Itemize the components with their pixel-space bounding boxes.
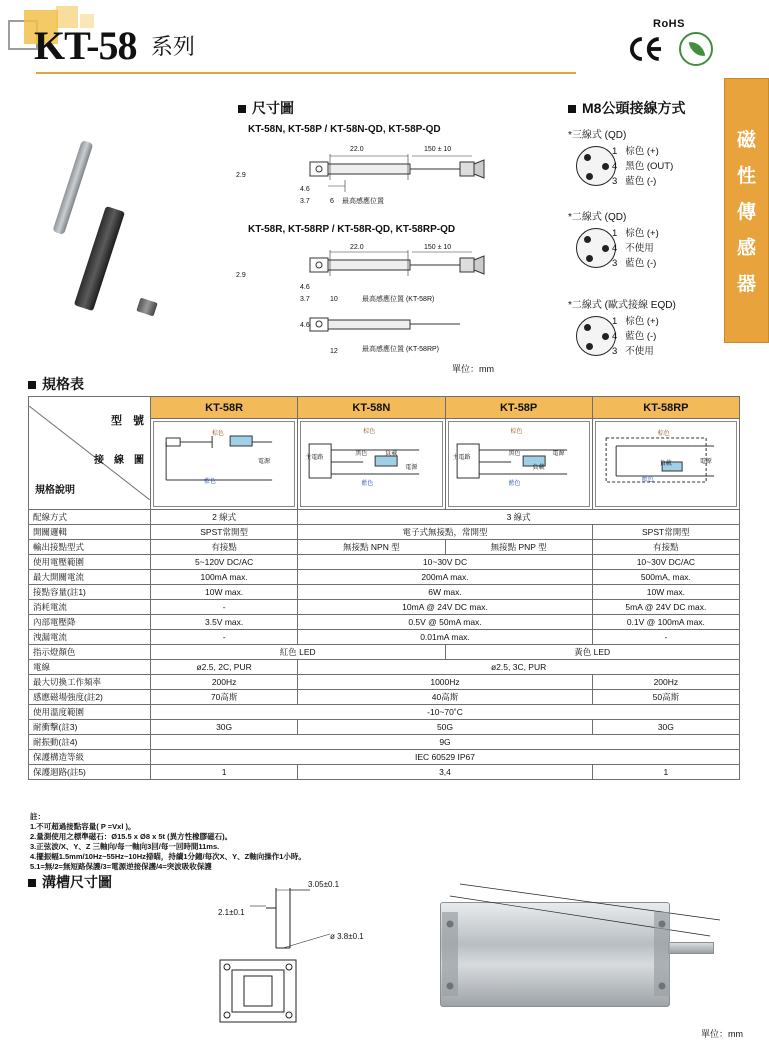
cell-12-3: 50高斯: [592, 690, 739, 705]
wire-label-blue-rp: 藍色: [641, 477, 654, 483]
row-label-14: 耐衝擊(註3): [29, 720, 151, 735]
notes-block: [30, 812, 306, 872]
cell-4-3: 500mA, max.: [592, 570, 739, 585]
cell-11-3: 200Hz: [592, 675, 739, 690]
cell-1-1: 電子式無接點，常開型: [298, 525, 593, 540]
dimension-sub-heading-2: KT-58R, KT-58RP / KT-58R-QD, KT-58RP-QD: [248, 224, 456, 235]
dim-3-7: 3.7: [300, 198, 310, 205]
cell-15-0: 9G: [151, 735, 740, 750]
wiring-diagram-kt58n: [298, 419, 445, 510]
wire-label-main-p: 主電路: [452, 455, 471, 461]
cell-6-1: 10mA @ 24V DC max.: [298, 600, 593, 615]
wiring-heading: M8公頭接線方式: [568, 98, 685, 118]
cell-12-0: 70高斯: [151, 690, 298, 705]
row-label-16: 保護構造等級: [29, 750, 151, 765]
dim2-22-0: 22.0: [350, 244, 364, 251]
connector-circle-icon: [576, 146, 616, 186]
note-max-sense-2: 最高感應位置 (KT-58R): [362, 296, 435, 303]
wire-label-blue-n: 藍色: [361, 481, 374, 487]
cell-2-2: 無接點 PNP 型: [445, 540, 592, 555]
green-leaf-icon: [679, 32, 713, 66]
table-corner-header: [29, 397, 151, 510]
cell-17-3: 1: [592, 765, 739, 780]
cell-5-1: 6W max.: [298, 585, 593, 600]
side-tab-char-0: 磁: [736, 130, 756, 151]
title-sub: 系列: [150, 34, 195, 59]
dim-150-10: 150 ± 10: [424, 146, 452, 153]
cell-3-3: 10~30V DC/AC: [592, 555, 739, 570]
dim3-4-6: 4.6: [300, 322, 310, 329]
specification-table: [28, 396, 740, 780]
cell-11-1: 1000Hz: [298, 675, 593, 690]
wire-label-power: 電源: [258, 459, 271, 465]
cell-4-1: 200mA max.: [298, 570, 593, 585]
cell-2-1: 無接點 NPN 型: [298, 540, 445, 555]
dimension-heading: 尺寸圖: [238, 98, 294, 118]
row-label-5: 接點容量(註1): [29, 585, 151, 600]
groove-dim-dia: ø 3.8±0.1: [330, 932, 364, 941]
cell-7-1: 0.5V @ 50mA max.: [298, 615, 593, 630]
cell-14-1: 50G: [298, 720, 593, 735]
row-label-6: 消耗電流: [29, 600, 151, 615]
connector-circle-icon-3: [576, 316, 616, 356]
units-label-top: 單位：mm: [452, 364, 494, 374]
connector-2wire-qd-labels: 1 棕色 (+) 4 不使用 3 藍色 (-): [612, 228, 659, 269]
corner-label-wiring: 接 線 圖: [94, 455, 144, 466]
cell-3-0: 5~120V DC/AC: [151, 555, 298, 570]
dim3-12: 12: [330, 348, 338, 355]
cell-1-3: SPST常開型: [592, 525, 739, 540]
dim-6: 6: [330, 198, 334, 205]
groove-dim-left: 2.1±0.1: [218, 908, 245, 917]
row-label-11: 最大切換工作頻率: [29, 675, 151, 690]
wire-label-load-n: 負載: [385, 451, 398, 457]
connector-circle-icon-2: [576, 228, 616, 268]
wiring-diagram-kt58r: [151, 419, 298, 510]
note-max-sense-1: 最高感應位置: [342, 198, 384, 205]
side-tab-char-1: 性: [736, 166, 756, 187]
row-label-4: 最大開關電流: [29, 570, 151, 585]
cell-8-3: -: [592, 630, 739, 645]
wire-label-brown: 棕色: [212, 431, 225, 437]
row-label-17: 保護迴路(註5): [29, 765, 151, 780]
row-label-10: 電線: [29, 660, 151, 675]
cell-8-0: -: [151, 630, 298, 645]
wire-label-blue: 藍色: [204, 479, 217, 485]
cell-17-1: 3,4: [298, 765, 593, 780]
cell-7-3: 0.1V @ 100mA max.: [592, 615, 739, 630]
side-tab-magnetic-sensor: [724, 78, 769, 343]
note-max-sense-3: 最高感應位置 (KT-58RP): [362, 346, 440, 353]
wire-label-power-rp: 電源: [699, 459, 712, 465]
cell-0-1: 3 線式: [298, 510, 740, 525]
wire-label-power-p: 電源: [552, 451, 565, 457]
row-label-3: 使用電壓範圍: [29, 555, 151, 570]
wire-label-blue-p: 藍色: [508, 481, 521, 487]
groove-drawing: [190, 878, 380, 1028]
cell-6-0: -: [151, 600, 298, 615]
cell-7-0: 3.5V max.: [151, 615, 298, 630]
cylinder-illustration: [420, 882, 730, 1032]
cell-17-0: 1: [151, 765, 298, 780]
wire-label-load-p: 負載: [532, 465, 545, 471]
dim-22-0: 22.0: [350, 146, 364, 153]
wire-label-main-n: 主電路: [305, 455, 324, 461]
row-label-8: 洩漏電流: [29, 630, 151, 645]
connector-2wire-eqd-labels: 1 棕色 (+) 4 藍色 (-) 3 不使用: [612, 316, 659, 357]
wire-label-load-rp: 負載: [659, 461, 672, 467]
connector-2wire-qd-title: *二線式 (QD): [568, 212, 627, 223]
connector-3wire-qd-title: *三線式 (QD): [568, 130, 627, 141]
groove-dim-top: 3.05±0.1: [308, 880, 340, 889]
notes-title: 註：: [30, 812, 45, 821]
connector-2wire-eqd-title: *二線式 (歐式接線 EQD): [568, 300, 676, 311]
cell-16-0: IEC 60529 IP67: [151, 750, 740, 765]
col-header-kt58n: KT-58N: [298, 397, 445, 419]
rohs-label: RoHS: [653, 18, 685, 30]
cell-12-1: 40高斯: [298, 690, 593, 705]
wire-label-brown-n: 棕色: [363, 429, 376, 435]
connector-3wire-qd: [576, 146, 616, 186]
note-line-3: 4.擺振幅1.5mm/10Hz~55Hz~10Hz掃瞄，持續1分鐘/每次X、Y、Z軸向操作1小時。: [30, 852, 306, 861]
row-label-15: 耐振動(註4): [29, 735, 151, 750]
cell-8-1: 0.01mA max.: [298, 630, 593, 645]
cell-6-3: 5mA @ 24V DC max.: [592, 600, 739, 615]
note-line-2: 3.正弦波/X、Y、Z 三軸向/每一軸向3回/每一回時間11ms.: [30, 842, 220, 851]
col-header-kt58p: KT-58P: [445, 397, 592, 419]
side-tab-char-2: 傳: [736, 202, 756, 223]
wire-label-power-n: 電源: [405, 465, 418, 471]
cell-4-0: 100mA max.: [151, 570, 298, 585]
side-tab-char-4: 器: [736, 274, 756, 295]
wire-label-black-n: 黑色: [355, 451, 368, 457]
cell-10-1: ø2.5, 3C, PUR: [298, 660, 740, 675]
page-title: [34, 22, 195, 69]
cell-9-0: 紅色 LED: [151, 645, 446, 660]
cell-3-1: 10~30V DC: [298, 555, 593, 570]
wiring-diagram-kt58p: [445, 419, 592, 510]
cell-5-3: 10W max.: [592, 585, 739, 600]
dim2-4-6: 4.6: [300, 284, 310, 291]
ce-icon: [625, 34, 671, 64]
col-header-kt58r: KT-58R: [151, 397, 298, 419]
cell-2-3: 有接點: [592, 540, 739, 555]
dim2-3-7: 3.7: [300, 296, 310, 303]
row-label-9: 指示燈顏色: [29, 645, 151, 660]
cell-5-0: 10W max.: [151, 585, 298, 600]
dim2-2-9: 2.9: [236, 272, 246, 279]
cell-14-0: 30G: [151, 720, 298, 735]
cell-0-0: 2 線式: [151, 510, 298, 525]
dim-4-6: 4.6: [300, 186, 310, 193]
dim-2-9: 2.9: [236, 172, 246, 179]
note-line-0: 1.不可超過接點容量( P =Vxl )。: [30, 822, 136, 831]
cell-14-3: 30G: [592, 720, 739, 735]
corner-label-model: 型 號: [111, 415, 144, 427]
wire-label-brown-rp: 棕色: [657, 431, 670, 437]
row-label-12: 感應磁場強度(註2): [29, 690, 151, 705]
dimension-sub-heading-1: KT-58N, KT-58P / KT-58N-QD, KT-58P-QD: [248, 124, 441, 135]
note-line-4: 5.1=無/2=無短路保護/3=電源逆接保護/4=突波吸收保護: [30, 862, 212, 871]
note-line-1: 2.量測使用之標準磁石：Ø15.5 x Ø8 x 5t (異方性橡膠磁石)。: [30, 832, 233, 841]
wire-label-brown-p: 棕色: [510, 429, 523, 435]
sensor-photo: [60, 140, 190, 330]
cell-9-1: 黃色 LED: [445, 645, 740, 660]
groove-heading: 溝槽尺寸圖: [28, 872, 112, 892]
side-tab-char-3: 感: [736, 238, 756, 259]
row-label-2: 輸出接點型式: [29, 540, 151, 555]
row-label-0: 配線方式: [29, 510, 151, 525]
col-header-kt58rp: KT-58RP: [592, 397, 739, 419]
dim2-10: 10: [330, 296, 338, 303]
connector-2wire-qd: [576, 228, 616, 268]
cell-2-0: 有接點: [151, 540, 298, 555]
spec-heading: 規格表: [28, 374, 84, 394]
wire-label-black-p: 黑色: [508, 451, 521, 457]
row-label-7: 內部電壓降: [29, 615, 151, 630]
cell-11-0: 200Hz: [151, 675, 298, 690]
connector-2wire-eqd: [576, 316, 616, 356]
corner-label-spec: 規格說明: [35, 485, 75, 496]
cell-10-0: ø2.5, 2C, PUR: [151, 660, 298, 675]
title-divider: [36, 72, 576, 74]
wiring-diagram-kt58rp: [592, 419, 739, 510]
cell-13-0: -10~70˚C: [151, 705, 740, 720]
row-label-1: 開關邏輯: [29, 525, 151, 540]
dim2-150-10: 150 ± 10: [424, 244, 452, 251]
rohs-block: [625, 18, 713, 66]
title-main: KT-58: [34, 23, 137, 68]
connector-3wire-qd-labels: 1 棕色 (+) 4 黑色 (OUT) 3 藍色 (-): [612, 146, 674, 187]
cell-1-0: SPST常開型: [151, 525, 298, 540]
units-label-bottom: 單位：mm: [701, 1029, 743, 1039]
row-label-13: 使用溫度範圍: [29, 705, 151, 720]
